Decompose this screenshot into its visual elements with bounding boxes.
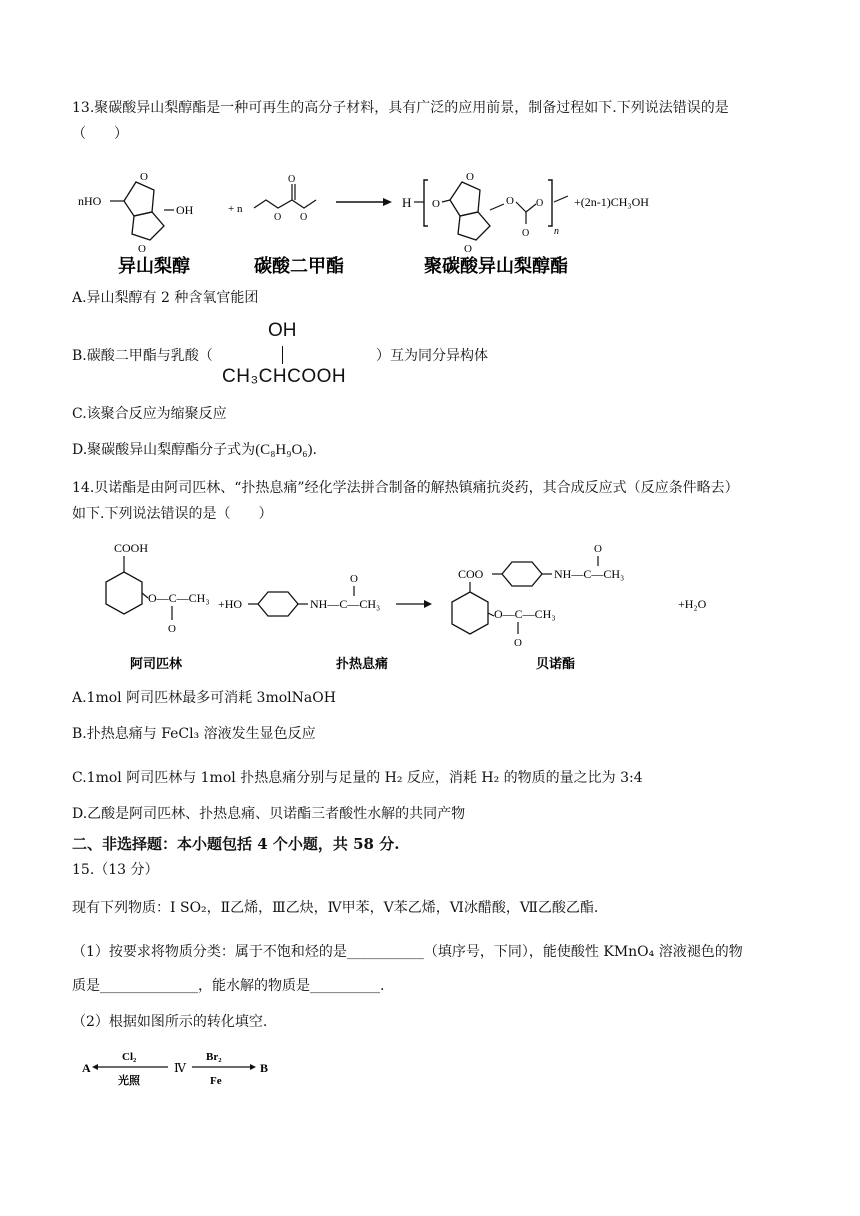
q14-benorilate-amide: NH—C—CH₃: [554, 567, 625, 581]
q15-part2: （2）根据如图所示的转化填空.: [72, 1014, 268, 1030]
q15-br2: Br₂: [206, 1051, 222, 1063]
q13-option-c: C.该聚合反应为缩聚反应: [72, 406, 227, 422]
q13-byproduct: +(2n-1)CH₃OH: [574, 195, 649, 209]
q14-paracetamol-amide: NH—C—CH₃: [310, 597, 381, 611]
q13-subscript-n: n: [554, 226, 559, 237]
q15-cl2: Cl₂: [122, 1051, 137, 1063]
q13-dmc-o-top: O: [288, 174, 296, 185]
q15-light: 光照: [118, 1074, 140, 1087]
q14-reaction-scheme: [84, 538, 724, 672]
q13-label-polymer: 聚碳酸异山梨醇酯: [424, 256, 568, 277]
q13-reaction-scheme: [78, 160, 718, 280]
q15-fe: Fe: [210, 1075, 222, 1087]
q14-cooh: COOH: [114, 541, 149, 555]
q13-nho-text: nHO: [78, 194, 102, 208]
q14-plus-h2o: +H₂O: [678, 597, 707, 611]
q13-ring-o-bottom: O: [138, 243, 146, 255]
q13-option-a: A.异山梨醇有 2 种含氧官能团: [72, 290, 259, 306]
q15-part1-line2: 质是______________，能水解的物质是__________.: [72, 978, 385, 994]
q15-b: B: [260, 1061, 269, 1075]
lactic-formula: CH₃CHCOOH: [222, 366, 347, 387]
q13-poly-o-carbonyl: O: [522, 228, 530, 239]
q15-substances: 现有下列物质：Ⅰ SO₂，Ⅱ乙烯，Ⅲ乙炔，Ⅳ甲苯，Ⅴ苯乙烯，Ⅵ冰醋酸，Ⅶ乙酸乙酯.: [72, 900, 599, 916]
q13-poly-ring-o-bottom: O: [464, 243, 472, 255]
q13-option-d-formula: (C₈H₉O₆): [255, 442, 313, 458]
q13-poly-o-right: O: [536, 198, 544, 209]
lactic-oh: OH: [268, 320, 297, 341]
q13-option-d-post: .: [312, 442, 317, 458]
q14-option-b: B.扑热息痛与 FeCl₃ 溶液发生显色反应: [72, 726, 316, 742]
q13-oh-text: OH: [176, 203, 194, 217]
q14-option-a: A.1mol 阿司匹林最多可消耗 3molNaOH: [72, 690, 336, 706]
q15-part1-line1: （1）按要求将物质分类：属于不饱和烃的是___________（填序号，下同），能使酸性 KMnO₄ 溶液褪色的物: [72, 944, 743, 960]
q14-aspirin-ester: O—C—CH₃: [148, 591, 210, 605]
q13-option-b-pre: B.碳酸二甲酯与乳酸（: [72, 348, 213, 364]
q13-option-b-post: ）互为同分异构体: [376, 348, 488, 364]
q13-label-isosorbide: 异山梨醇: [118, 256, 190, 277]
q15-iv: Ⅳ: [174, 1061, 186, 1075]
q15-number: 15.（13 分）: [72, 862, 159, 878]
section2-heading: 二、非选择题：本小题包括 4 个小题，共 58 分.: [72, 835, 400, 853]
q14-paracetamol-o: O: [350, 573, 358, 585]
q13-ring-o-top: O: [140, 171, 148, 183]
q13-dmc-o-left: O: [274, 212, 282, 223]
q14-aspirin-o: O: [168, 623, 176, 635]
q13-stem-line1: 13.聚碳酸异山梨醇酯是一种可再生的高分子材料，具有广泛的应用前景，制备过程如下.下列说法错误的是: [72, 100, 729, 116]
q14-label-benorilate: 贝诺酯: [536, 657, 576, 672]
q13-stem-line2: （ ）: [72, 126, 128, 142]
q13-option-d: [72, 440, 317, 460]
q14-stem-line2: 如下.下列说法错误的是（ ）: [72, 506, 273, 522]
q13-plus-n-text: + n: [228, 203, 243, 215]
q15-conversion-scheme: [80, 1040, 280, 1092]
q14-label-paracetamol: 扑热息痛: [336, 657, 389, 672]
q14-stem-line1: 14.贝诺酯是由阿司匹林、“扑热息痛”经化学法拼合制备的解热镇痛抗炎药，其合成反应式（反应条件略去）: [72, 480, 739, 496]
q14-coo: COO: [458, 567, 484, 581]
q14-benorilate-ester: O—C—CH₃: [494, 607, 556, 621]
q13-h-end: H: [402, 195, 412, 210]
q13-poly-o-left: O: [432, 198, 440, 210]
q14-benorilate-o-top: O: [594, 543, 602, 555]
q13-poly-ring-o-top: O: [466, 171, 474, 183]
q14-label-aspirin: 阿司匹林: [130, 657, 183, 672]
lactic-acid-structure: [222, 320, 382, 400]
q13-option-d-pre: D.聚碳酸异山梨醇酯分子式为: [72, 442, 256, 458]
q14-benorilate-o-bottom: O: [514, 637, 522, 649]
lactic-bond: [282, 346, 283, 364]
q14-plus-ho: +HO: [218, 597, 243, 611]
q14-option-c: C.1mol 阿司匹林与 1mol 扑热息痛分别与足量的 H₂ 反应，消耗 H₂ 的物质的量之比为 3:4: [72, 770, 643, 786]
q13-label-dmc: 碳酸二甲酯: [254, 256, 344, 277]
q13-dmc-o-right: O: [300, 212, 308, 223]
q13-poly-o-mid: O: [506, 195, 514, 207]
q14-option-d: D.乙酸是阿司匹林、扑热息痛、贝诺酯三者酸性水解的共同产物: [72, 806, 466, 822]
q15-a: A: [82, 1061, 91, 1075]
